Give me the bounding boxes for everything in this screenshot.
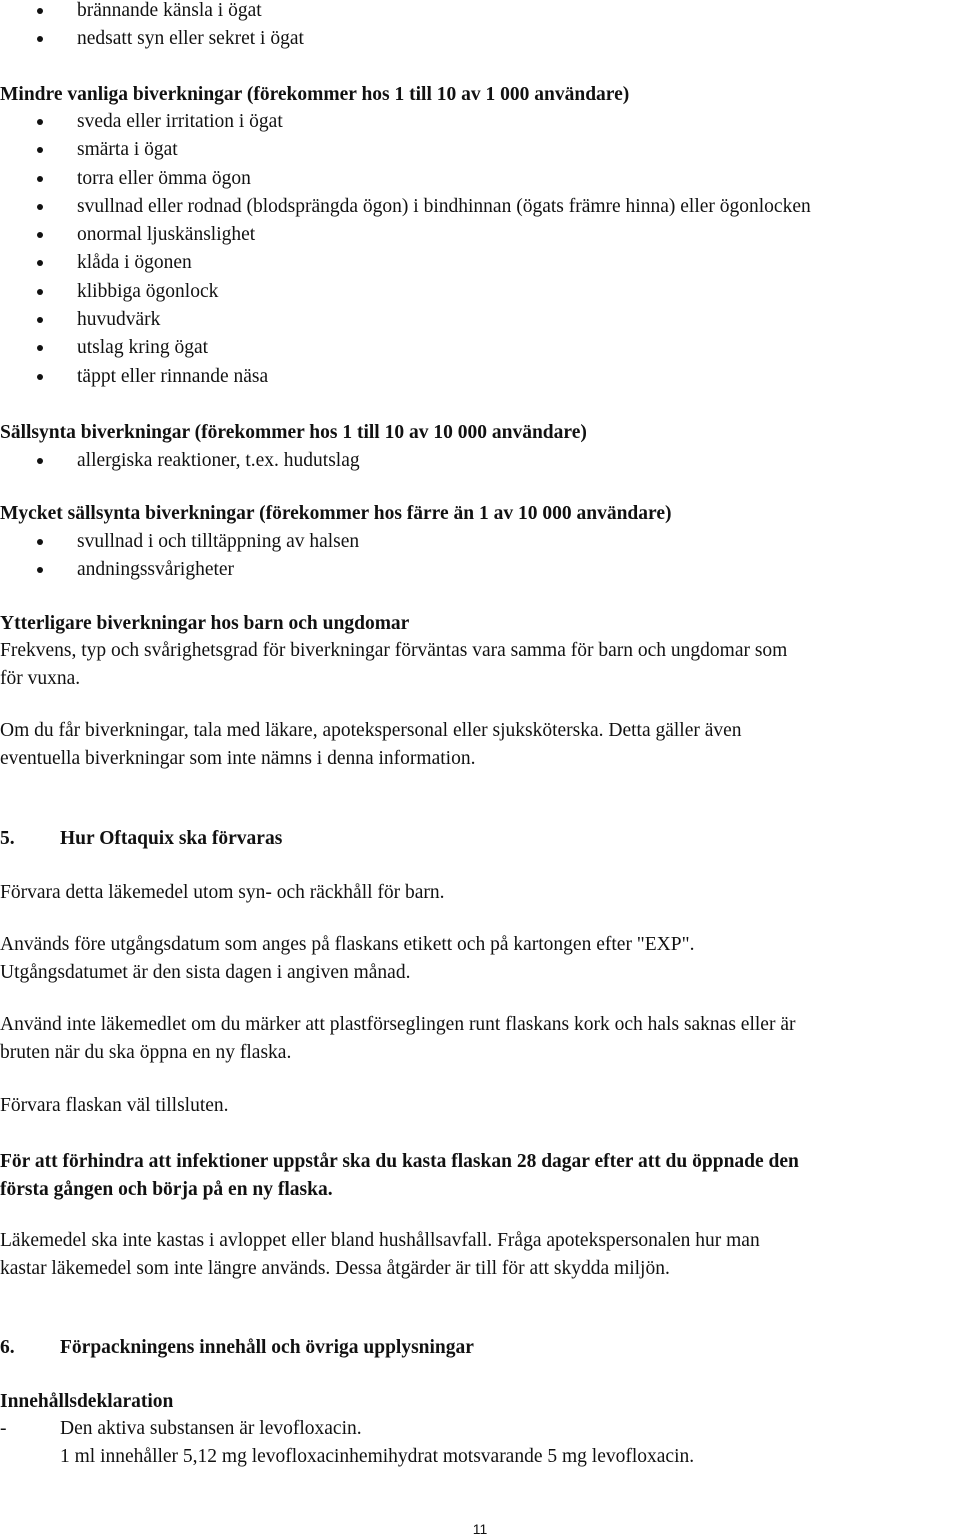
storage-warning: För att förhindra att infektioner uppstår ska du kasta flaskan 28 dagar efter att du öppnade den första gången och börja på en ny flaska. (0, 1151, 799, 1200)
bullet-icon (37, 317, 43, 323)
list-item: klåda i ögonen (0, 249, 958, 277)
section-title: Förpackningens innehåll och övriga upplysningar (60, 1337, 474, 1358)
bullet-icon (37, 8, 43, 14)
bullet-icon (37, 147, 43, 153)
list-item: smärta i ögat (0, 136, 958, 164)
list-item: huvudvärk (0, 306, 958, 334)
page-number: 11 (472, 1521, 488, 1537)
very-rare-list (0, 528, 958, 585)
bullet-icon (37, 204, 43, 210)
bullet-icon (37, 289, 43, 295)
list-item: brännande känsla i ögat (0, 0, 958, 25)
list-item: svullnad eller rodnad (blodsprängda ögon) i bindhinnan (ögats främre hinna) eller ögonlocken (0, 193, 958, 221)
uncommon-list (0, 108, 958, 391)
list-item: allergiska reaktioner, t.ex. hudutslag (0, 447, 958, 475)
uncommon-heading: Mindre vanliga biverkningar (förekommer hos 1 till 10 av 1 000 användare) (0, 84, 630, 105)
bullet-icon (37, 567, 43, 573)
rare-heading: Sällsynta biverkningar (förekommer hos 1 till 10 av 10 000 användare) (0, 422, 587, 443)
bullet-icon (37, 176, 43, 182)
list-item: utslag kring ögat (0, 334, 958, 362)
report-paragraph: Om du får biverkningar, tala med läkare, apotekspersonal eller sjuksköterska. Detta gäller även eventuella biverkningar som inte nämns i denna information. (0, 720, 742, 769)
list-item: torra eller ömma ögon (0, 165, 958, 193)
storage-paragraph-2: Används före utgångsdatum som anges på flaskans etikett och på kartongen efter "EXP". Utgångsdatumet är den sista dagen i angiven månad. (0, 934, 695, 983)
bullet-icon (37, 374, 43, 380)
rare-list (0, 447, 958, 475)
bullet-icon (37, 260, 43, 266)
contents-subheading: Innehållsdeklaration (0, 1391, 174, 1412)
section-title: Hur Oftaquix ska förvaras (60, 828, 283, 849)
section-number: 6. (0, 1337, 15, 1358)
contents-item: - Den aktiva substansen är levofloxacin. (0, 1415, 960, 1443)
disposal-paragraph: Läkemedel ska inte kastas i avloppet eller bland hushållsavfall. Fråga apotekspersonalen hur man kastar läkemedel som inte längre används. Dessa åtgärder är till för att skydda miljön. (0, 1230, 760, 1279)
bullet-icon (37, 345, 43, 351)
section-5-heading (0, 825, 958, 853)
section-number: 5. (0, 828, 15, 849)
dash-marker: - (0, 1418, 7, 1439)
list-item: nedsatt syn eller sekret i ögat (0, 25, 958, 53)
contents-detail: 1 ml innehåller 5,12 mg levofloxacinhemihydrat motsvarande 5 mg levofloxacin. (60, 1446, 695, 1467)
bullet-icon (37, 119, 43, 125)
list-item: sveda eller irritation i ögat (0, 108, 958, 136)
storage-paragraph-4: Förvara flaskan väl tillsluten. (0, 1095, 229, 1116)
list-item: klibbiga ögonlock (0, 278, 958, 306)
eye-symptoms-list (0, 0, 958, 54)
children-heading: Ytterligare biverkningar hos barn och ungdomar (0, 613, 410, 634)
children-paragraph: Frekvens, typ och svårighetsgrad för biverkningar förväntas vara samma för barn och ungdomar som för vuxna. (0, 640, 788, 689)
storage-paragraph-1: Förvara detta läkemedel utom syn- och räckhåll för barn. (0, 882, 445, 903)
bullet-icon (37, 539, 43, 545)
list-item: täppt eller rinnande näsa (0, 363, 958, 391)
bullet-icon (37, 232, 43, 238)
list-item: andningssvårigheter (0, 556, 958, 584)
bullet-icon (37, 458, 43, 464)
list-item: svullnad i och tilltäppning av halsen (0, 528, 958, 556)
storage-paragraph-3: Använd inte läkemedlet om du märker att plastförseglingen runt flaskans kork och hals saknas eller är bruten när du ska öppna en ny flaska. (0, 1014, 796, 1063)
very-rare-heading: Mycket sällsynta biverkningar (förekommer hos färre än 1 av 10 000 användare) (0, 503, 672, 524)
bullet-icon (37, 36, 43, 42)
section-6-heading (0, 1334, 958, 1362)
list-item: onormal ljuskänslighet (0, 221, 958, 249)
